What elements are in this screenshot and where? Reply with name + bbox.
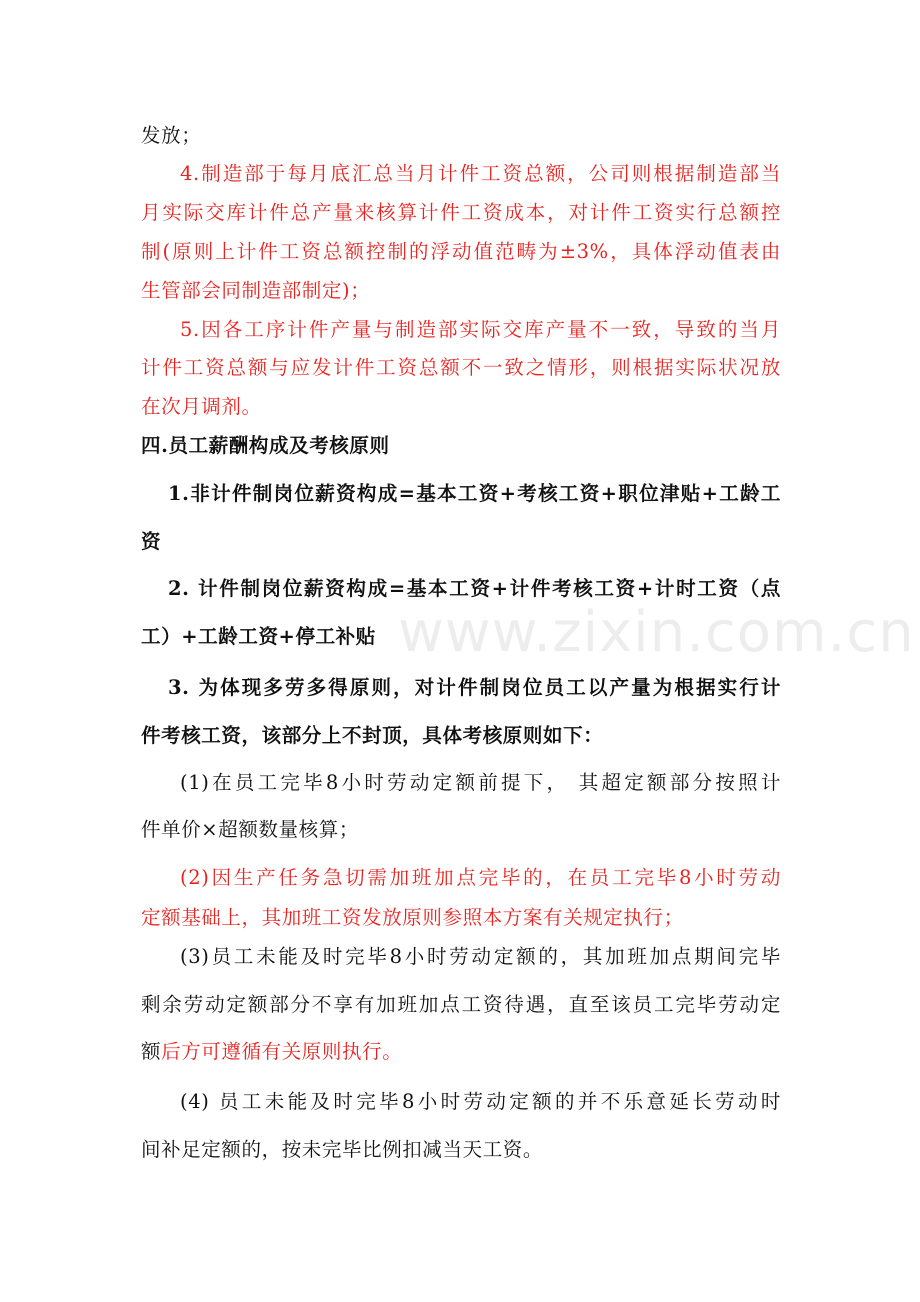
text-line-red: 生管部会同制造部制定)； xyxy=(141,279,371,302)
text-line-bold: 件考核工资，该部分上不封顶，具体考核原则如下： xyxy=(141,724,604,747)
text-line: 件单价×超额数量核算； xyxy=(141,818,359,841)
text-line-bold: 2. 计件制岗位薪资构成=基本工资+计件考核工资+计时工资（点 xyxy=(168,577,781,600)
text-segment-black: 额 xyxy=(141,1040,162,1063)
text-line: 剩余劳动定额部分不享有加班加点工资待遇，直至该员工完毕劳动定 xyxy=(141,993,781,1016)
text-line: (4) 员工未能及时完毕8小时劳动定额的并不乐意延长劳动时 xyxy=(180,1090,781,1113)
text-line-bold: 资 xyxy=(141,530,162,553)
text-line: (1)在员工完毕8小时劳动定额前提下， 其超定额部分按照计 xyxy=(180,771,781,794)
text-line-red: (2)因生产任务急切需加班加点完毕的，在员工完毕8小时劳动 xyxy=(180,866,781,889)
text-line: 发放； xyxy=(141,124,202,147)
text-line-red: 制(原则上计件工资总额控制的浮动值范畴为±3%，具体浮动值表由 xyxy=(141,240,781,263)
text-line-bold: 3. 为体现多劳多得原则，对计件制岗位员工以产量为根据实行计 xyxy=(168,676,781,699)
text-line-bold: 1.非计件制岗位薪资构成=基本工资+考核工资+职位津贴+工龄工 xyxy=(168,482,781,505)
text-line-red: 计件工资总额与应发计件工资总额不一致之情形，则根据实际状况放 xyxy=(141,356,781,379)
section-heading: 四.员工薪酬构成及考核原则 xyxy=(141,434,390,457)
text-line-red: 月实际交库计件总产量来核算计件工资成本，对计件工资实行总额控 xyxy=(141,201,781,224)
text-line-mixed xyxy=(141,1040,781,1064)
text-line-bold: 工）+工龄工资+停工补贴 xyxy=(141,625,376,648)
text-line-red: 定额基础上，其加班工资发放原则参照本方案有关规定执行； xyxy=(141,906,684,929)
text-line-red: 4.制造部于每月底汇总当月计件工资总额，公司则根据制造部当 xyxy=(180,162,781,185)
text-line-red: 5.因各工序计件产量与制造部实际交库产量不一致，导致的当月 xyxy=(180,318,781,341)
text-line-red: 在次月调剂。 xyxy=(141,395,262,418)
watermark: www.zixin.com.cn xyxy=(398,600,915,665)
text-line: 间补足定额的，按未完毕比例扣减当天工资。 xyxy=(141,1138,544,1161)
text-segment-red: 后方可遵循有关原则执行。 xyxy=(161,1040,403,1063)
text-line: (3)员工未能及时完毕8小时劳动定额的，其加班加点期间完毕 xyxy=(180,945,781,968)
